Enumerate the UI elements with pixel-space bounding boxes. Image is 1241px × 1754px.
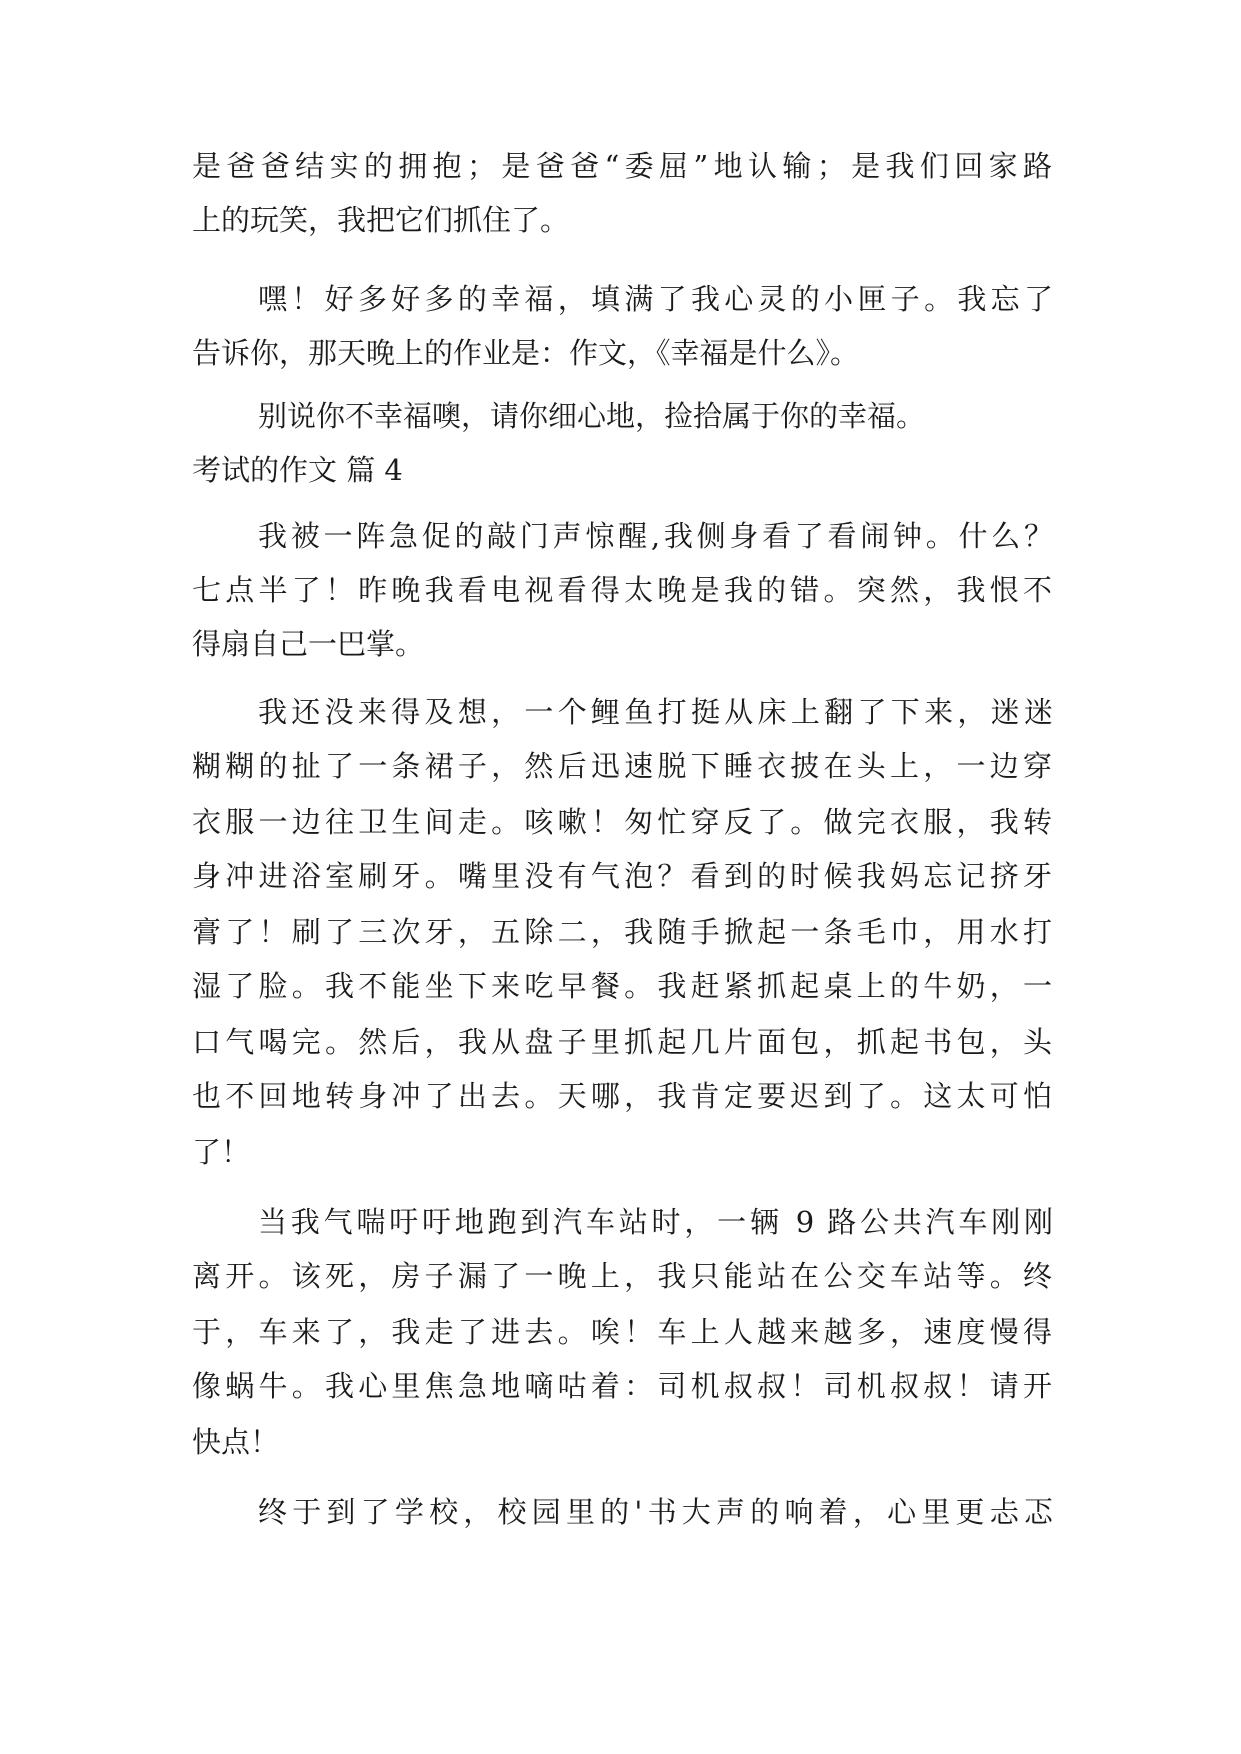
text-line: 上的玩笑，我把它们抓住了。 — [192, 203, 570, 237]
text-line: 嘿！好多好多的幸福，填满了我心灵的小匣子。我忘了 — [258, 282, 1053, 316]
text-line: 当我气喘吁吁地跑到汽车站时，一辆 9 路公共汽车刚刚 — [258, 1205, 1053, 1239]
text-line: 告诉你，那天晚上的作业是：作文，《幸福是什么》。 — [192, 336, 860, 370]
text-line: 我还没来得及想，一个鲤鱼打挺从床上翻了下来，迷迷 — [258, 695, 1053, 729]
text-line: 也不回地转身冲了出去。天哪，我肯定要迟到了。这太可怕 — [192, 1079, 1052, 1113]
text-line: 终于到了学校，校园里的'书大声的响着，心里更忐忑 — [258, 1495, 1053, 1529]
text-line: 离开。该死，房子漏了一晚上，我只能站在公交车站等。终 — [192, 1259, 1052, 1293]
text-line: 快点！ — [192, 1425, 280, 1459]
text-line: 口气喝完。然后，我从盘子里抓起几片面包，抓起书包，头 — [192, 1025, 1052, 1059]
text-line: 我被一阵急促的敲门声惊醒,我侧身看了看闹钟。什么？ — [258, 519, 1053, 553]
text-line: 了！ — [192, 1135, 251, 1169]
text-line: 湿了脸。我不能坐下来吃早餐。我赶紧抓起桌上的牛奶，一 — [192, 969, 1052, 1003]
text-line: 膏了！刷了三次牙，五除二，我随手掀起一条毛巾，用水打 — [192, 915, 1052, 949]
text-line: 身冲进浴室刷牙。嘴里没有气泡？看到的时候我妈忘记挤牙 — [192, 859, 1052, 893]
text-line: 像蜗牛。我心里焦急地嘀咕着：司机叔叔！司机叔叔！请开 — [192, 1369, 1052, 1403]
section-heading: 考试的作文 篇 4 — [192, 453, 403, 487]
text-line: 七点半了！昨晚我看电视看得太晚是我的错。突然，我恨不 — [192, 573, 1052, 607]
text-line: 于，车来了，我走了进去。唉！车上人越来越多，速度慢得 — [192, 1315, 1052, 1349]
text-line: 别说你不幸福噢，请你细心地，捡拾属于你的幸福。 — [258, 399, 926, 433]
text-line: 衣服一边往卫生间走。咳嗽！匆忙穿反了。做完衣服，我转 — [192, 805, 1052, 839]
text-line: 是爸爸结实的拥抱；是爸爸“委屈”地认输；是我们回家路 — [192, 149, 1052, 183]
text-line: 得扇自己一巴掌。 — [192, 627, 425, 661]
text-line: 糊糊的扯了一条裙子，然后迅速脱下睡衣披在头上，一边穿 — [192, 749, 1052, 783]
